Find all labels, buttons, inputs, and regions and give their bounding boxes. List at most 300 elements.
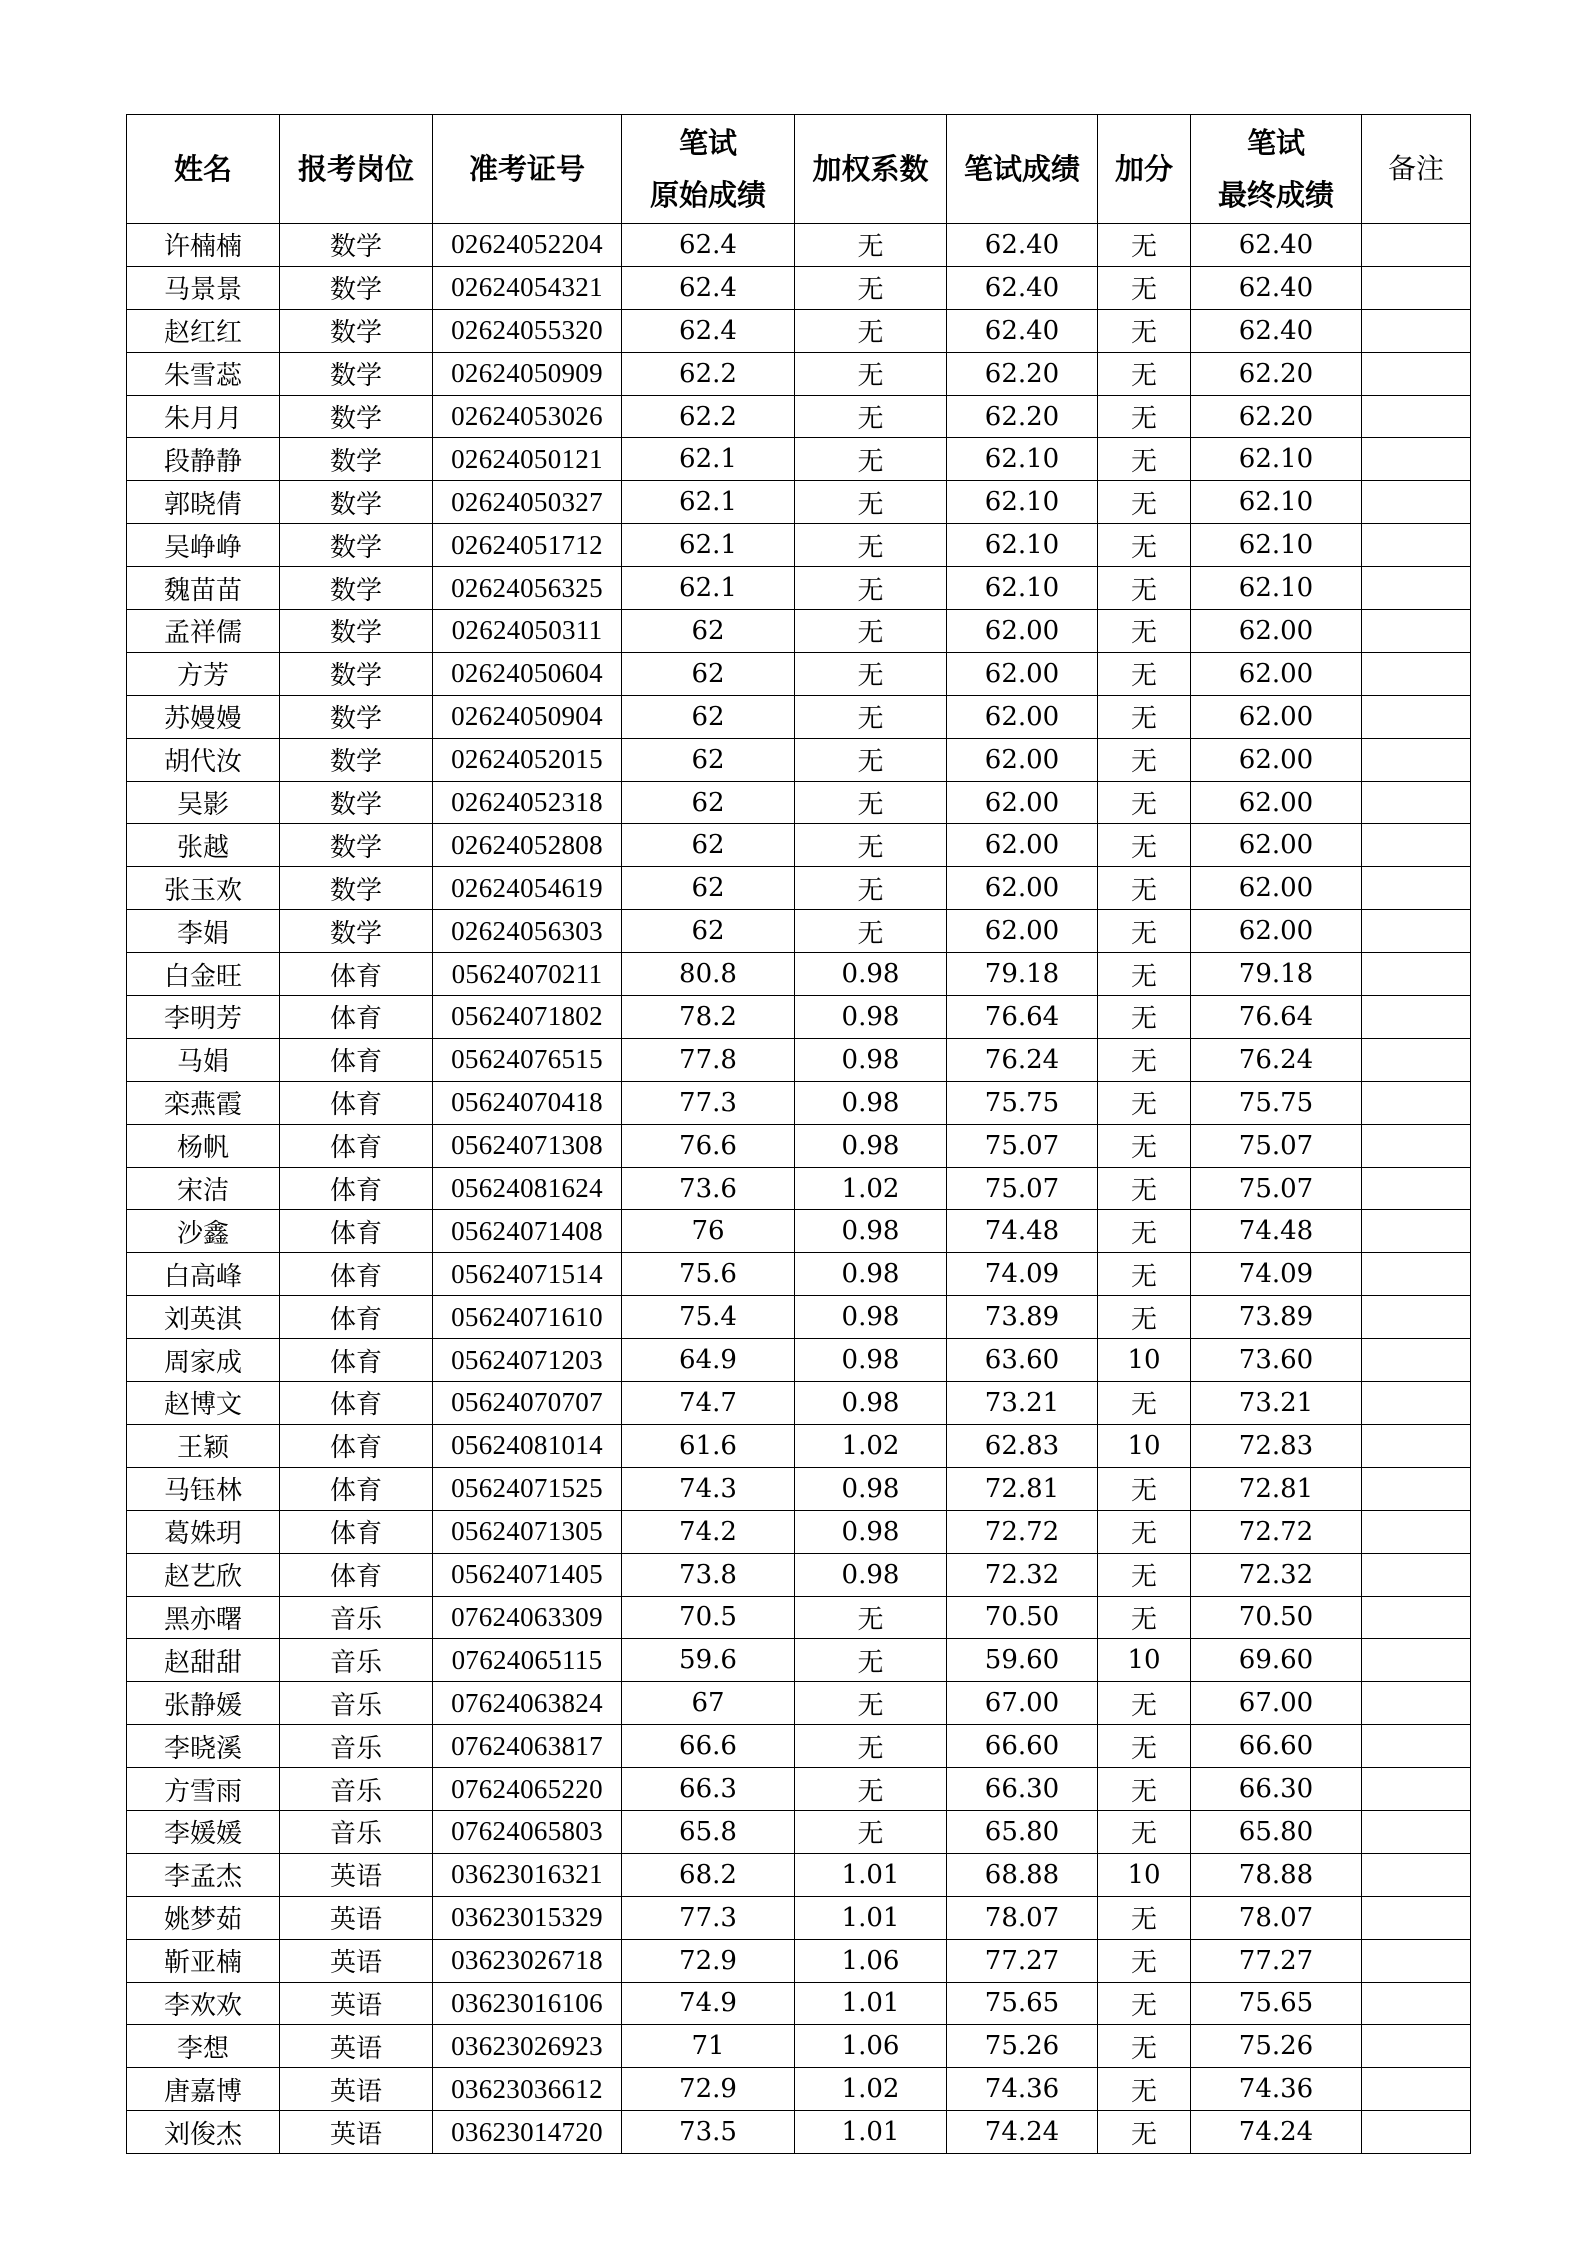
cell-written-score: 62.00	[947, 781, 1098, 824]
cell-exam-id: 05624081624	[433, 1167, 622, 1210]
cell-exam-id: 02624052808	[433, 824, 622, 867]
cell-raw-score: 66.3	[622, 1768, 795, 1811]
cell-name: 黑亦曙	[127, 1596, 280, 1639]
cell-exam-id: 03623016106	[433, 1982, 622, 2025]
cell-position: 体育	[280, 1553, 433, 1596]
cell-name: 刘英淇	[127, 1296, 280, 1339]
cell-bonus: 无	[1098, 1167, 1191, 1210]
cell-position: 数学	[280, 610, 433, 653]
cell-position: 数学	[280, 567, 433, 610]
cell-exam-id: 05624071308	[433, 1124, 622, 1167]
cell-bonus: 无	[1098, 652, 1191, 695]
cell-written-score: 62.10	[947, 567, 1098, 610]
table-row	[127, 910, 1471, 953]
cell-final-score: 62.00	[1191, 695, 1362, 738]
cell-remarks	[1362, 1553, 1471, 1596]
cell-exam-id: 05624071802	[433, 996, 622, 1039]
cell-name: 赵红红	[127, 309, 280, 352]
cell-final-score: 66.60	[1191, 1725, 1362, 1768]
cell-weight: 无	[795, 1810, 947, 1853]
cell-position: 数学	[280, 695, 433, 738]
cell-bonus: 无	[1098, 266, 1191, 309]
cell-exam-id: 02624056325	[433, 567, 622, 610]
cell-bonus: 无	[1098, 352, 1191, 395]
cell-bonus: 无	[1098, 2111, 1191, 2154]
cell-raw-score: 62	[622, 610, 795, 653]
table-row	[127, 1982, 1471, 2025]
cell-exam-id: 05624071203	[433, 1339, 622, 1382]
cell-remarks	[1362, 867, 1471, 910]
cell-bonus: 无	[1098, 1553, 1191, 1596]
cell-name: 赵博文	[127, 1382, 280, 1425]
cell-raw-score: 62.2	[622, 352, 795, 395]
cell-weight: 无	[795, 910, 947, 953]
cell-weight: 无	[795, 1596, 947, 1639]
cell-name: 赵甜甜	[127, 1639, 280, 1682]
cell-raw-score: 62	[622, 781, 795, 824]
cell-weight: 1.01	[795, 1853, 947, 1896]
cell-bonus: 无	[1098, 695, 1191, 738]
cell-bonus: 无	[1098, 1210, 1191, 1253]
cell-name: 李娟	[127, 910, 280, 953]
cell-remarks	[1362, 1768, 1471, 1811]
cell-exam-id: 07624065220	[433, 1768, 622, 1811]
table-row	[127, 2068, 1471, 2111]
cell-weight: 0.98	[795, 1253, 947, 1296]
cell-written-score: 75.75	[947, 1081, 1098, 1124]
cell-bonus: 无	[1098, 309, 1191, 352]
cell-remarks	[1362, 1510, 1471, 1553]
cell-written-score: 63.60	[947, 1339, 1098, 1382]
cell-remarks	[1362, 1253, 1471, 1296]
cell-name: 李晓溪	[127, 1725, 280, 1768]
cell-written-score: 70.50	[947, 1596, 1098, 1639]
cell-position: 数学	[280, 438, 433, 481]
cell-name: 葛姝玥	[127, 1510, 280, 1553]
cell-final-score: 76.64	[1191, 996, 1362, 1039]
cell-final-score: 74.36	[1191, 2068, 1362, 2111]
cell-written-score: 62.00	[947, 610, 1098, 653]
cell-position: 数学	[280, 481, 433, 524]
cell-raw-score: 62	[622, 867, 795, 910]
cell-bonus: 无	[1098, 1038, 1191, 1081]
cell-exam-id: 03623014720	[433, 2111, 622, 2154]
cell-remarks	[1362, 1296, 1471, 1339]
cell-raw-score: 77.3	[622, 1081, 795, 1124]
cell-weight: 0.98	[795, 1553, 947, 1596]
cell-exam-id: 02624052318	[433, 781, 622, 824]
cell-bonus: 无	[1098, 953, 1191, 996]
cell-bonus: 无	[1098, 1253, 1191, 1296]
cell-written-score: 62.00	[947, 652, 1098, 695]
cell-written-score: 78.07	[947, 1896, 1098, 1939]
cell-bonus: 无	[1098, 2068, 1191, 2111]
cell-weight: 0.98	[795, 1210, 947, 1253]
cell-final-score: 74.48	[1191, 1210, 1362, 1253]
cell-weight: 1.02	[795, 1167, 947, 1210]
cell-final-score: 78.07	[1191, 1896, 1362, 1939]
cell-remarks	[1362, 481, 1471, 524]
cell-position: 音乐	[280, 1682, 433, 1725]
cell-written-score: 62.83	[947, 1424, 1098, 1467]
cell-position: 数学	[280, 309, 433, 352]
table-row	[127, 1939, 1471, 1982]
cell-name: 白高峰	[127, 1253, 280, 1296]
cell-name: 方雪雨	[127, 1768, 280, 1811]
cell-exam-id: 02624055320	[433, 309, 622, 352]
table-row	[127, 1339, 1471, 1382]
table-row	[127, 524, 1471, 567]
cell-position: 数学	[280, 910, 433, 953]
cell-weight: 无	[795, 524, 947, 567]
cell-final-score: 62.00	[1191, 824, 1362, 867]
cell-raw-score: 62.4	[622, 309, 795, 352]
cell-exam-id: 03623016321	[433, 1853, 622, 1896]
cell-raw-score: 67	[622, 1682, 795, 1725]
cell-position: 音乐	[280, 1768, 433, 1811]
cell-raw-score: 62	[622, 824, 795, 867]
cell-name: 张静媛	[127, 1682, 280, 1725]
cell-written-score: 72.32	[947, 1553, 1098, 1596]
cell-remarks	[1362, 266, 1471, 309]
header-written-score: 笔试成绩	[947, 115, 1098, 224]
cell-bonus: 无	[1098, 1810, 1191, 1853]
cell-exam-id: 02624050121	[433, 438, 622, 481]
cell-raw-score: 61.6	[622, 1424, 795, 1467]
cell-name: 宋洁	[127, 1167, 280, 1210]
cell-written-score: 74.09	[947, 1253, 1098, 1296]
cell-weight: 无	[795, 481, 947, 524]
cell-final-score: 62.00	[1191, 910, 1362, 953]
header-weight: 加权系数	[795, 115, 947, 224]
cell-remarks	[1362, 1467, 1471, 1510]
cell-final-score: 62.10	[1191, 438, 1362, 481]
table-row	[127, 1596, 1471, 1639]
cell-raw-score: 73.6	[622, 1167, 795, 1210]
cell-bonus: 无	[1098, 1296, 1191, 1339]
header-remarks: 备注	[1362, 115, 1471, 224]
cell-name: 李孟杰	[127, 1853, 280, 1896]
cell-name: 吴影	[127, 781, 280, 824]
cell-written-score: 75.07	[947, 1167, 1098, 1210]
cell-position: 数学	[280, 224, 433, 267]
cell-remarks	[1362, 1810, 1471, 1853]
cell-bonus: 无	[1098, 1982, 1191, 2025]
cell-written-score: 62.10	[947, 524, 1098, 567]
cell-exam-id: 07624065803	[433, 1810, 622, 1853]
cell-remarks	[1362, 738, 1471, 781]
table-row	[127, 652, 1471, 695]
table-row	[127, 1382, 1471, 1425]
cell-final-score: 62.00	[1191, 610, 1362, 653]
cell-remarks	[1362, 1081, 1471, 1124]
cell-position: 体育	[280, 953, 433, 996]
cell-written-score: 62.10	[947, 481, 1098, 524]
cell-weight: 无	[795, 1768, 947, 1811]
cell-written-score: 62.40	[947, 224, 1098, 267]
cell-exam-id: 02624050604	[433, 652, 622, 695]
cell-remarks	[1362, 567, 1471, 610]
table-row	[127, 1768, 1471, 1811]
cell-exam-id: 03623026923	[433, 2025, 622, 2068]
cell-remarks	[1362, 524, 1471, 567]
cell-exam-id: 07624065115	[433, 1639, 622, 1682]
cell-exam-id: 03623015329	[433, 1896, 622, 1939]
cell-final-score: 75.07	[1191, 1124, 1362, 1167]
cell-written-score: 62.10	[947, 438, 1098, 481]
cell-raw-score: 72.9	[622, 1939, 795, 1982]
cell-remarks	[1362, 1424, 1471, 1467]
cell-final-score: 62.20	[1191, 352, 1362, 395]
cell-exam-id: 05624076515	[433, 1038, 622, 1081]
cell-name: 苏嫚嫚	[127, 695, 280, 738]
cell-written-score: 73.89	[947, 1296, 1098, 1339]
cell-exam-id: 02624054321	[433, 266, 622, 309]
cell-exam-id: 03623026718	[433, 1939, 622, 1982]
cell-bonus: 无	[1098, 524, 1191, 567]
cell-position: 体育	[280, 1124, 433, 1167]
header-raw-score-line1: 笔试	[678, 126, 737, 160]
cell-weight: 无	[795, 352, 947, 395]
cell-name: 沙鑫	[127, 1210, 280, 1253]
cell-name: 孟祥儒	[127, 610, 280, 653]
cell-exam-id: 02624052015	[433, 738, 622, 781]
cell-raw-score: 80.8	[622, 953, 795, 996]
cell-raw-score: 66.6	[622, 1725, 795, 1768]
cell-bonus: 无	[1098, 1124, 1191, 1167]
cell-exam-id: 02624051712	[433, 524, 622, 567]
cell-position: 音乐	[280, 1810, 433, 1853]
cell-final-score: 73.89	[1191, 1296, 1362, 1339]
cell-name: 唐嘉博	[127, 2068, 280, 2111]
cell-weight: 1.02	[795, 1424, 947, 1467]
cell-remarks	[1362, 1725, 1471, 1768]
cell-exam-id: 07624063817	[433, 1725, 622, 1768]
cell-raw-score: 65.8	[622, 1810, 795, 1853]
cell-exam-id: 02624050904	[433, 695, 622, 738]
cell-written-score: 72.81	[947, 1467, 1098, 1510]
cell-weight: 无	[795, 266, 947, 309]
cell-final-score: 62.10	[1191, 524, 1362, 567]
cell-final-score: 72.81	[1191, 1467, 1362, 1510]
table-row	[127, 1725, 1471, 1768]
table-row	[127, 395, 1471, 438]
table-row	[127, 1424, 1471, 1467]
cell-weight: 无	[795, 781, 947, 824]
cell-written-score: 75.07	[947, 1124, 1098, 1167]
cell-exam-id: 05624070707	[433, 1382, 622, 1425]
cell-exam-id: 02624050909	[433, 352, 622, 395]
cell-exam-id: 02624050311	[433, 610, 622, 653]
cell-name: 栾燕霞	[127, 1081, 280, 1124]
cell-position: 数学	[280, 824, 433, 867]
cell-written-score: 79.18	[947, 953, 1098, 996]
cell-bonus: 无	[1098, 481, 1191, 524]
cell-remarks	[1362, 824, 1471, 867]
cell-final-score: 62.10	[1191, 481, 1362, 524]
cell-name: 马钰林	[127, 1467, 280, 1510]
cell-written-score: 74.48	[947, 1210, 1098, 1253]
cell-bonus: 10	[1098, 1639, 1191, 1682]
header-bonus: 加分	[1098, 115, 1191, 224]
cell-position: 体育	[280, 1081, 433, 1124]
cell-written-score: 62.00	[947, 910, 1098, 953]
table-row	[127, 867, 1471, 910]
table-body	[127, 224, 1471, 2154]
cell-remarks	[1362, 652, 1471, 695]
table-row	[127, 438, 1471, 481]
cell-weight: 无	[795, 1639, 947, 1682]
table-row	[127, 1896, 1471, 1939]
cell-name: 胡代汝	[127, 738, 280, 781]
cell-exam-id: 05624071405	[433, 1553, 622, 1596]
cell-written-score: 68.88	[947, 1853, 1098, 1896]
cell-position: 体育	[280, 1038, 433, 1081]
cell-position: 音乐	[280, 1639, 433, 1682]
cell-raw-score: 78.2	[622, 996, 795, 1039]
cell-weight: 0.98	[795, 953, 947, 996]
cell-bonus: 无	[1098, 824, 1191, 867]
cell-final-score: 74.09	[1191, 1253, 1362, 1296]
cell-bonus: 无	[1098, 224, 1191, 267]
cell-name: 李明芳	[127, 996, 280, 1039]
cell-raw-score: 62.4	[622, 224, 795, 267]
cell-bonus: 无	[1098, 1081, 1191, 1124]
cell-weight: 1.06	[795, 2025, 947, 2068]
cell-bonus: 无	[1098, 395, 1191, 438]
cell-raw-score: 62.2	[622, 395, 795, 438]
cell-raw-score: 62.4	[622, 266, 795, 309]
cell-exam-id: 02624053026	[433, 395, 622, 438]
cell-position: 数学	[280, 395, 433, 438]
cell-final-score: 79.18	[1191, 953, 1362, 996]
cell-name: 王颖	[127, 1424, 280, 1467]
cell-exam-id: 05624081014	[433, 1424, 622, 1467]
cell-final-score: 76.24	[1191, 1038, 1362, 1081]
cell-position: 英语	[280, 1982, 433, 2025]
cell-weight: 0.98	[795, 996, 947, 1039]
header-exam-id: 准考证号	[433, 115, 622, 224]
cell-exam-id: 02624056303	[433, 910, 622, 953]
cell-weight: 无	[795, 610, 947, 653]
cell-weight: 0.98	[795, 1081, 947, 1124]
cell-written-score: 76.64	[947, 996, 1098, 1039]
cell-final-score: 75.65	[1191, 1982, 1362, 2025]
cell-raw-score: 62	[622, 695, 795, 738]
table-row	[127, 481, 1471, 524]
table-row	[127, 1038, 1471, 1081]
cell-written-score: 59.60	[947, 1639, 1098, 1682]
cell-raw-score: 75.4	[622, 1296, 795, 1339]
cell-position: 体育	[280, 1296, 433, 1339]
cell-position: 体育	[280, 1382, 433, 1425]
cell-remarks	[1362, 781, 1471, 824]
cell-bonus: 无	[1098, 1596, 1191, 1639]
header-final-score	[1191, 115, 1362, 224]
cell-exam-id: 03623036612	[433, 2068, 622, 2111]
cell-position: 数学	[280, 738, 433, 781]
cell-final-score: 69.60	[1191, 1639, 1362, 1682]
cell-written-score: 65.80	[947, 1810, 1098, 1853]
cell-bonus: 无	[1098, 1768, 1191, 1811]
cell-name: 刘俊杰	[127, 2111, 280, 2154]
table-row	[127, 1296, 1471, 1339]
cell-raw-score: 74.9	[622, 1982, 795, 2025]
table-row	[127, 1124, 1471, 1167]
table-row	[127, 1167, 1471, 1210]
cell-name: 方芳	[127, 652, 280, 695]
cell-bonus: 无	[1098, 438, 1191, 481]
cell-raw-score: 62.1	[622, 438, 795, 481]
cell-name: 马娟	[127, 1038, 280, 1081]
cell-raw-score: 76	[622, 1210, 795, 1253]
cell-raw-score: 71	[622, 2025, 795, 2068]
cell-weight: 1.01	[795, 1896, 947, 1939]
cell-position: 数学	[280, 352, 433, 395]
cell-remarks	[1362, 1124, 1471, 1167]
cell-final-score: 62.20	[1191, 395, 1362, 438]
cell-position: 英语	[280, 2025, 433, 2068]
cell-final-score: 67.00	[1191, 1682, 1362, 1725]
cell-written-score: 62.00	[947, 738, 1098, 781]
cell-weight: 无	[795, 1682, 947, 1725]
cell-remarks	[1362, 695, 1471, 738]
cell-remarks	[1362, 224, 1471, 267]
cell-final-score: 62.10	[1191, 567, 1362, 610]
cell-bonus: 无	[1098, 1467, 1191, 1510]
cell-exam-id: 02624052204	[433, 224, 622, 267]
cell-written-score: 75.26	[947, 2025, 1098, 2068]
cell-raw-score: 73.5	[622, 2111, 795, 2154]
cell-position: 数学	[280, 266, 433, 309]
cell-name: 白金旺	[127, 953, 280, 996]
cell-exam-id: 05624071525	[433, 1467, 622, 1510]
cell-name: 李欢欢	[127, 1982, 280, 2025]
cell-written-score: 62.20	[947, 395, 1098, 438]
cell-remarks	[1362, 953, 1471, 996]
cell-remarks	[1362, 1982, 1471, 2025]
cell-raw-score: 62	[622, 738, 795, 781]
cell-remarks	[1362, 1167, 1471, 1210]
table-row	[127, 1639, 1471, 1682]
cell-remarks	[1362, 910, 1471, 953]
cell-remarks	[1362, 2025, 1471, 2068]
cell-remarks	[1362, 1339, 1471, 1382]
cell-position: 英语	[280, 2068, 433, 2111]
cell-weight: 无	[795, 224, 947, 267]
table-row	[127, 2025, 1471, 2068]
cell-written-score: 74.24	[947, 2111, 1098, 2154]
cell-written-score: 77.27	[947, 1939, 1098, 1982]
cell-remarks	[1362, 2068, 1471, 2111]
cell-exam-id: 05624070211	[433, 953, 622, 996]
cell-written-score: 75.65	[947, 1982, 1098, 2025]
header-raw-score-line2: 原始成绩	[649, 178, 766, 212]
cell-final-score: 65.80	[1191, 1810, 1362, 1853]
cell-final-score: 62.40	[1191, 266, 1362, 309]
cell-name: 姚梦茹	[127, 1896, 280, 1939]
cell-weight: 0.98	[795, 1467, 947, 1510]
cell-weight: 0.98	[795, 1124, 947, 1167]
table-row	[127, 224, 1471, 267]
cell-name: 张越	[127, 824, 280, 867]
cell-position: 英语	[280, 1853, 433, 1896]
cell-position: 体育	[280, 1253, 433, 1296]
cell-final-score: 62.00	[1191, 781, 1362, 824]
cell-remarks	[1362, 996, 1471, 1039]
cell-position: 英语	[280, 1939, 433, 1982]
cell-exam-id: 07624063824	[433, 1682, 622, 1725]
